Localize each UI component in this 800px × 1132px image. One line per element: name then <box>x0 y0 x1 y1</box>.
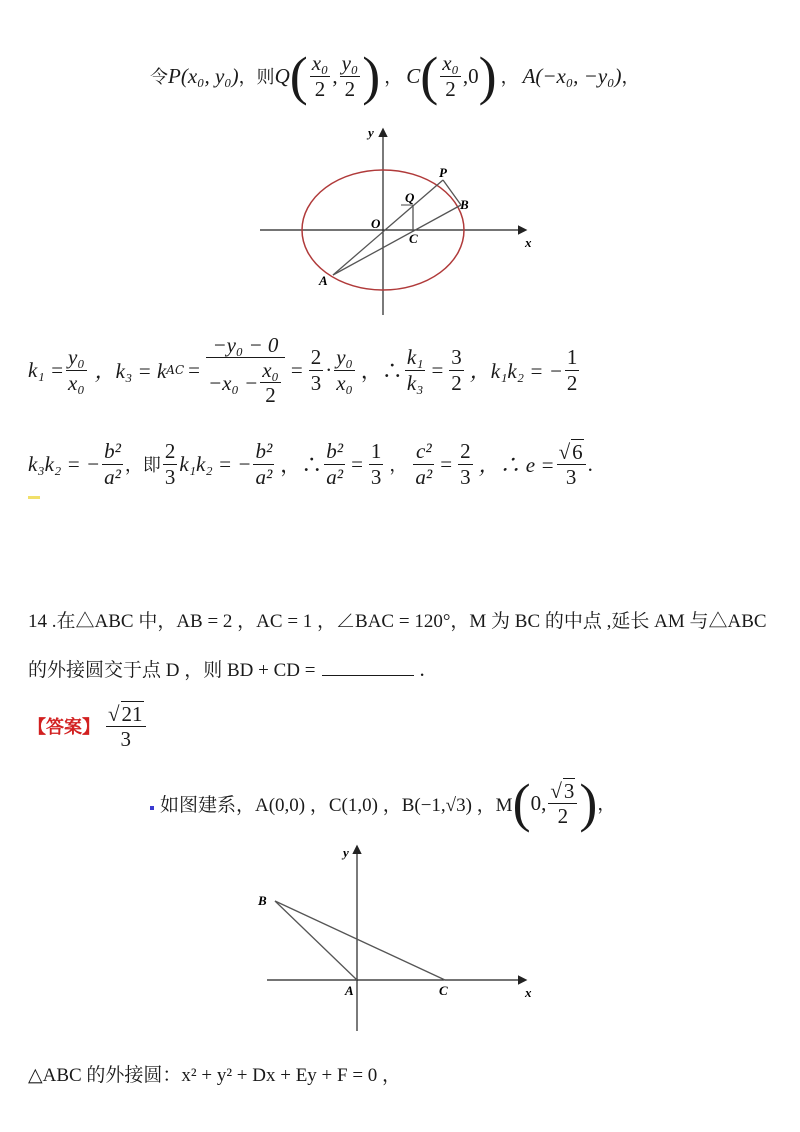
label-o: O <box>371 216 381 231</box>
q-frac-y: $\frac{\text{y₀}}{2}$ <box>341 51 359 101</box>
point-a: A(−x₀, −y₀) <box>522 63 622 88</box>
x-axis-label: x <box>525 235 532 250</box>
point-c-label: C <box>406 63 421 88</box>
segment-ab <box>333 205 461 275</box>
label-c: C <box>439 983 448 998</box>
highlight-mark <box>28 496 40 499</box>
y-axis-label: y <box>368 125 374 140</box>
problem-14-statement-2: 的外接圆交于点 D ，则 BD + CD = . <box>28 657 425 681</box>
label-c: C <box>409 231 418 246</box>
ling-text: 令 <box>150 67 168 88</box>
figure-triangle <box>255 843 555 1043</box>
answer-line <box>28 696 148 756</box>
ze-text: ，则 <box>238 67 275 88</box>
answer-value: $\frac{√21}{3}$ <box>106 701 146 751</box>
segment-ba <box>275 901 357 980</box>
x-axis-label: x <box>525 985 532 1000</box>
circumcircle-equation: △ABC 的外接圆：x² + y² + Dx + Ey + F = 0 ， <box>28 1065 402 1086</box>
problem-14-statement: 14 .在△ABC 中，AB = 2 ，AC = 1 ，∠BAC = 120°，M 为 BC 的中点 ,延长 AM 与△ABC <box>28 611 767 632</box>
point-p: P(x₀, y₀) <box>168 63 239 88</box>
label-a: A <box>319 273 328 288</box>
label-a: A <box>345 983 354 998</box>
y-axis-label: y <box>343 845 349 860</box>
answer-blank <box>322 657 414 676</box>
coordinate-setup-line: 如图建系，A(0,0) ，C(1,0) ，B(−1,√3) ，M ( 0, $\frac{√3}{2}$ ) ， <box>150 772 615 834</box>
setup-line: 令 P(x₀, y₀) ，则 Q ( $\frac{\text{x₀}}{2}$ , $\frac{\text{y₀}}{2}$ ) ， C ( $\frac{\text{x₀}}{2}$ ,0 ) ， A(−x₀, −y₀) ， <box>150 46 640 106</box>
label-q: Q <box>405 190 415 205</box>
segment-ap <box>333 180 443 275</box>
c-frac-x: $\frac{\text{x₀}}{2}$ <box>442 51 459 101</box>
kac-fraction: −y₀ − 0 −x₀ − $\frac{\text{x₀}}{2}$ <box>206 333 285 407</box>
segment-bc <box>275 901 445 980</box>
slope-line-1: k₁ = $\frac{\text{y₀}}{\text{x₀}}$ ，k₃ = k AC = −y₀ − 0 −x₀ − $\frac{\text{x₀}}{2}$ = $\frac{2}{3}$ · $\frac{\text{y₀}}{\text{x₀}}$ ，∴ $\frac{\text{k₁}}{\text{k₃}}$ = $\frac{3}{2}$ ，k₁k₂ = − $\frac{1}{2}$ <box>28 332 578 408</box>
answer-tag: 【答案】 <box>28 717 100 738</box>
label-b: B <box>258 893 267 908</box>
label-p: P <box>439 165 447 180</box>
label-b: B <box>460 197 469 212</box>
q-frac-x: $\frac{\text{x₀}}{2}$ <box>311 51 329 101</box>
figure-ellipse <box>255 125 555 325</box>
eccentricity-value: $\frac{√6}{3}$ <box>557 439 586 489</box>
blue-mark <box>150 806 154 810</box>
point-q-label: Q <box>274 63 290 88</box>
slope-line-2: k₃k₂ = − $\frac{\text{b²}}{\text{a²}}$ ，即 $\frac{2}{3}$ k₁k₂ = − $\frac{\text{b²}}{\text{a²}}$ ，∴ $\frac{\text{b²}}{\text{a²}}$ = $\frac{1}{3}$ ， $\frac{\text{c²}}{\text{a²}}$ = $\frac{2}{3}$ ，∴ e = $\frac{√6}{3}$ . <box>28 439 593 489</box>
